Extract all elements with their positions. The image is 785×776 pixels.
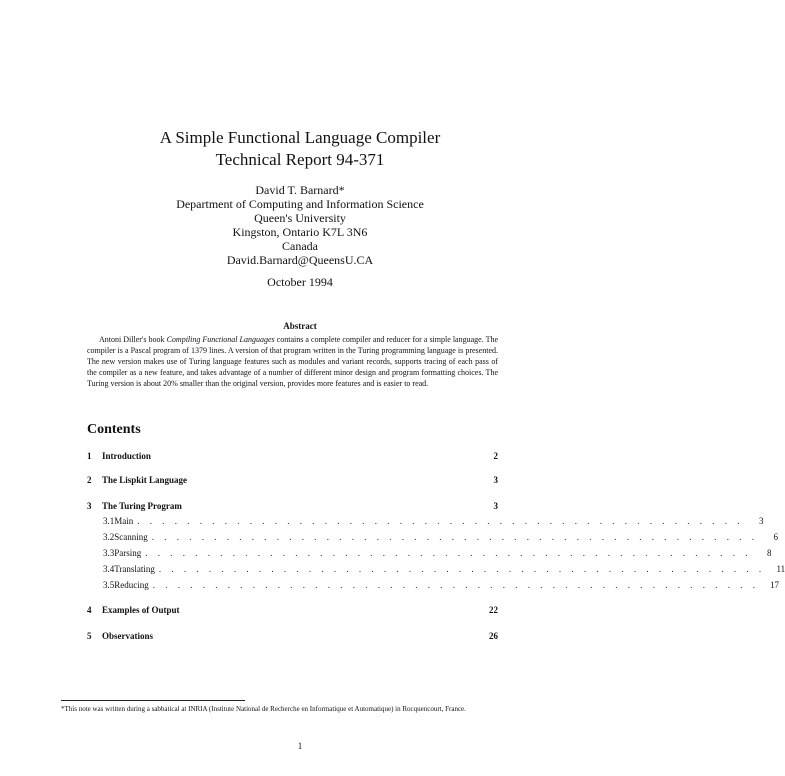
toc-leader-dots: . . . . . . . . . . . . . . . . . . . . . . . . . . . . . . . . . . . . . . . . . . . . . . . . . <box>151 532 758 542</box>
toc-entry-turing-program[interactable] <box>87 501 498 515</box>
toc-entry-reducing[interactable] <box>87 580 779 594</box>
footnote-rule <box>61 700 245 701</box>
report-number: Technical Report 94-371 <box>215 150 385 169</box>
toc-entry-main[interactable] <box>87 516 764 530</box>
toc-page: 26 <box>489 631 498 641</box>
toc-page: 2 <box>493 451 498 461</box>
toc-page: 8 <box>767 548 772 558</box>
toc-page: 3 <box>493 501 498 511</box>
toc-page: 3 <box>493 475 498 485</box>
toc-entry-translating[interactable] <box>87 564 785 578</box>
author-university: Queen's University <box>254 211 346 225</box>
toc-title: Reducing <box>114 580 149 590</box>
toc-entry-lispkit[interactable] <box>87 475 498 489</box>
toc-page: 22 <box>489 605 498 615</box>
toc-number: 3.3 <box>103 548 115 558</box>
toc-title: Examples of Output <box>102 605 180 615</box>
toc-number: 1 <box>87 451 92 461</box>
author-city: Kingston, Ontario K7L 3N6 <box>232 225 368 239</box>
toc-number: 5 <box>87 631 92 641</box>
contents-heading: Contents <box>87 422 141 437</box>
toc-title: The Turing Program <box>102 501 182 511</box>
toc-number: 3.1 <box>103 516 115 526</box>
toc-number: 3.4 <box>103 564 115 574</box>
footnote: *This note was written during a sabbatical at INRIA (Institute National de Recherche en Informatique et Automatique) in Rocquencourt, France. <box>61 705 466 713</box>
toc-number: 4 <box>87 605 92 615</box>
abstract-book-title: Compiling Functional Languages <box>166 335 275 344</box>
author-email: David.Barnard@QueensU.CA <box>226 253 374 267</box>
toc-leader-dots: . . . . . . . . . . . . . . . . . . . . . . . . . . . . . . . . . . . . . . . . . . . . . . . . . <box>158 564 766 574</box>
toc-title: Parsing <box>114 548 142 558</box>
toc-page: 11 <box>776 564 785 574</box>
author-name: David T. Barnard* <box>255 183 345 197</box>
toc-leader-dots: . . . . . . . . . . . . . . . . . . . . . . . . . . . . . . . . . . . . . . . . . . . . . . . . . <box>137 516 744 526</box>
toc-entry-observations[interactable] <box>87 631 498 645</box>
toc-number: 3 <box>87 501 92 511</box>
abstract-text <box>87 334 498 389</box>
toc-number: 3.2 <box>103 532 115 542</box>
toc-title: Introduction <box>102 451 151 461</box>
abstract-lead: Antoni Diller's book <box>99 335 165 344</box>
toc-entry-introduction[interactable] <box>87 451 498 465</box>
toc-title: Main <box>114 516 134 526</box>
toc-number: 2 <box>87 475 92 485</box>
toc-title: Scanning <box>114 532 148 542</box>
report-title: A Simple Functional Language Compiler <box>159 128 441 147</box>
toc-entry-examples[interactable] <box>87 605 498 619</box>
author-country: Canada <box>282 239 318 253</box>
toc-page: 17 <box>770 580 779 590</box>
toc-leader-dots: . . . . . . . . . . . . . . . . . . . . . . . . . . . . . . . . . . . . . . . . . . . . . . . . . <box>152 580 759 590</box>
abstract-body: contains a complete compiler and reducer for a simple language. The compiler is a Pascal program of 1379 lines. A version of that program written in the Turing programming language is presented. The new version makes use of Turing language features such as modules and variant records, supports tracing of each pass of the compiler as a new feature, and takes advantage of a number of different minor design and program formatting choices. The Turing version is about 20% smaller than the original version, provides more features and is easier to read. <box>87 335 499 388</box>
toc-title: The Lispkit Language <box>102 475 188 485</box>
toc-leader-dots: . . . . . . . . . . . . . . . . . . . . . . . . . . . . . . . . . . . . . . . . . . . . . . . . . <box>145 548 752 558</box>
toc-title: Observations <box>102 631 154 641</box>
toc-entry-parsing[interactable] <box>87 548 772 562</box>
report-date: October 1994 <box>267 275 333 289</box>
toc-title: Translating <box>114 564 155 574</box>
page-number: 1 <box>297 741 303 751</box>
toc-page: 6 <box>773 532 778 542</box>
abstract-heading: Abstract <box>283 321 317 331</box>
toc-page: 3 <box>759 516 764 526</box>
author-department: Department of Computing and Information Science <box>176 197 424 211</box>
toc-number: 3.5 <box>103 580 115 590</box>
toc-entry-scanning[interactable] <box>87 532 778 546</box>
